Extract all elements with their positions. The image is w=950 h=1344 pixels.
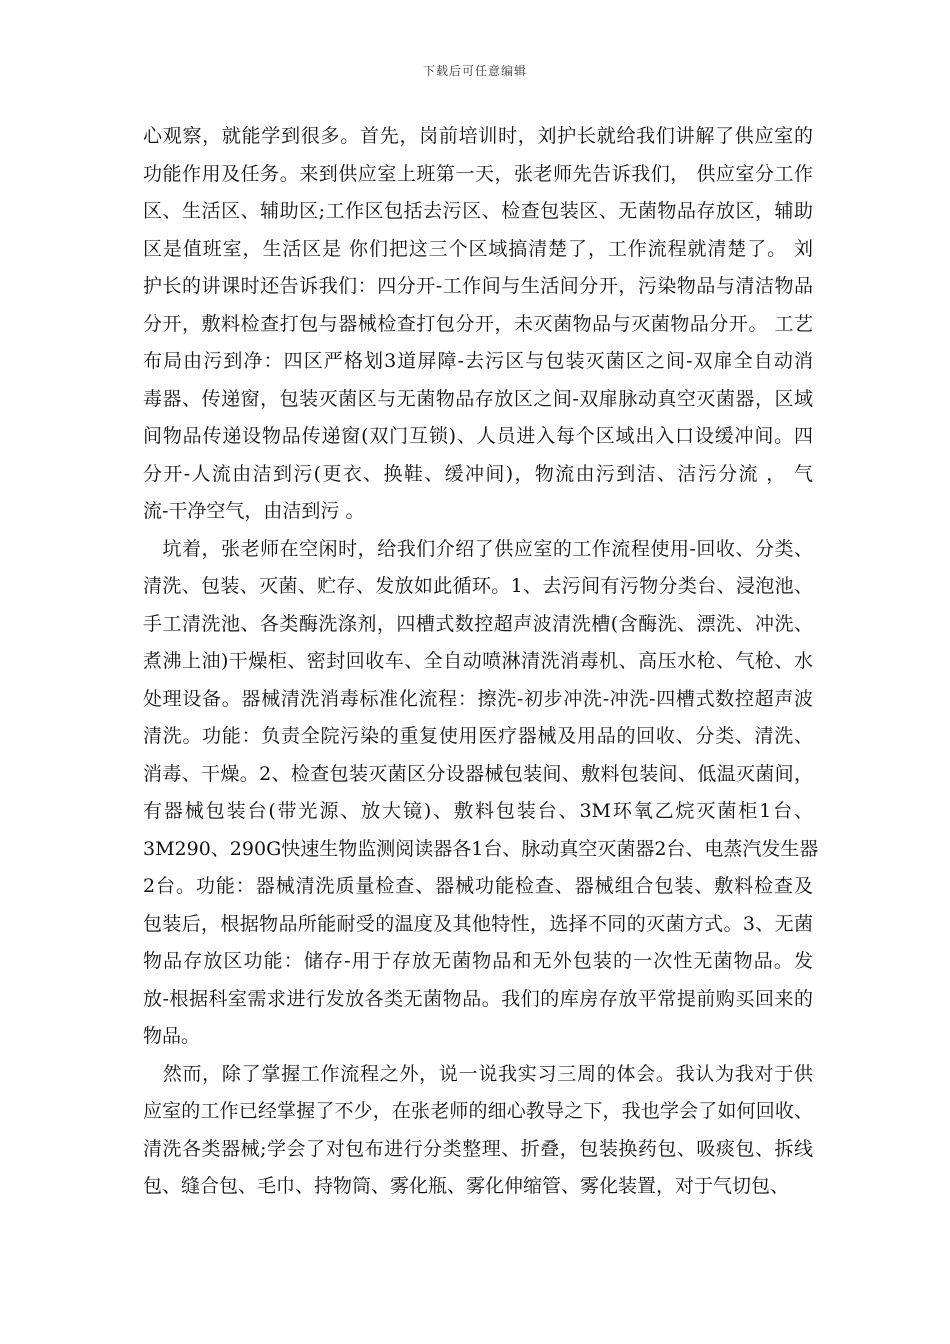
text-line: 清洗、包装、灭菌、贮存、发放如此循环。1、去污间有污物分类台、浸泡池、 [143,575,813,597]
text-line: 护长的讲课时还告诉我们：四分开-工作间与生活间分开，污染物品与清洁物品 [143,275,813,297]
paragraph [143,531,819,1056]
text-line: 流-干净空气，由洁到污 。 [143,500,365,522]
text-line: 物品。 [143,1025,201,1047]
text-line: 放-根据科室需求进行发放各类无菌物品。我们的库房存放平常提前购买回来的 [143,987,813,1010]
text-line: 区是值班室，生活区是 你们把这三个区域搞清楚了，工作流程就清楚了。 刘 [143,237,813,260]
text-line: 心观察，就能学到很多。首先，岗前培训时，刘护长就给我们讲解了供应室的 [143,125,813,147]
text-line: 应室的工作已经掌握了不少，在张老师的细心教导之下，我也学会了如何回收、 [143,1100,813,1122]
text-line: 煮沸上油)干燥柜、密封回收车、全自动喷淋清洗消毒机、高压水枪、气枪、水 [143,650,813,672]
paragraph [143,118,813,531]
text-line: 然而，除了掌握工作流程之外，说一说我实习三周的体会。我认为我对于供 [143,1062,813,1085]
text-line: 处理设备。器械清洗消毒标准化流程：擦洗-初步冲洗-冲洗-四槽式数控超声波 [143,687,813,710]
text-line: 分开-人流由洁到污(更衣、换鞋、缓冲间)，物流由污到洁、洁污分流 ， 气 [143,462,813,485]
text-line: 3M290、290G快速生物监测阅读器各1台、脉动真空灭菌器2台、电蒸汽发生器 [143,837,819,860]
text-line: 分开，敷料检查打包与器械检查打包分开，未灭菌物品与灭菌物品分开。 工艺 [143,312,813,335]
text-line: 间物品传递设物品传递窗(双门互锁)、人员进入每个区域出入口设缓冲间。四 [143,425,813,447]
text-line: 功能作用及任务。来到供应室上班第一天，张老师先告诉我们， 供应室分工作 [143,162,813,185]
text-line: 包装后，根据物品所能耐受的温度及其他特性，选择不同的灭菌方式。3、无菌 [143,912,813,935]
text-line: 物品存放区功能：储存-用于存放无菌物品和无外包装的一次性无菌物品。发 [143,950,813,972]
text-line: 2台。功能：器械清洗质量检查、器械功能检查、器械组合包装、敷料检查及 [143,875,813,897]
text-line: 消毒、干燥。2、检查包装灭菌区分设器械包装间、敷料包装间、低温灭菌间， [143,762,813,785]
text-line: 布局由污到净：四区严格划3道屏障-去污区与包装灭菌区之间-双扉全自动消 [143,350,813,372]
text-line: 手工清洗池、各类酶洗涤剂，四槽式数控超声波清洗槽(含酶洗、漂洗、冲洗、 [143,612,813,635]
text-line: 清洗各类器械;学会了对包布进行分类整理、折叠，包装换药包、吸痰包、拆线 [143,1137,813,1160]
text-line: 有器械包装台(带光源、放大镜)、敷料包装台、3M环氧乙烷灭菌柜1台、 [143,800,813,822]
text-line: 区、生活区、辅助区;工作区包括去污区、检查包装区、无菌物品存放区，辅助 [143,200,813,222]
page-header: 下载后可任意编辑 [422,64,527,78]
text-line: 毒器、传递窗，包装灭菌区与无菌物品存放区之间-双扉脉动真空灭菌器，区域 [143,387,813,410]
text-line: 坑着，张老师在空闲时，给我们介绍了供应室的工作流程使用-回收、分类、 [143,537,813,560]
text-line: 包、缝合包、毛巾、持物筒、雾化瓶、雾化伸缩管、雾化装置，对于气切包、 [143,1175,790,1197]
text-line: 清洗。功能：负责全院污染的重复使用医疗器械及用品的回收、分类、清洗、 [143,725,813,747]
document-body [143,118,819,1206]
paragraph [143,1056,813,1206]
